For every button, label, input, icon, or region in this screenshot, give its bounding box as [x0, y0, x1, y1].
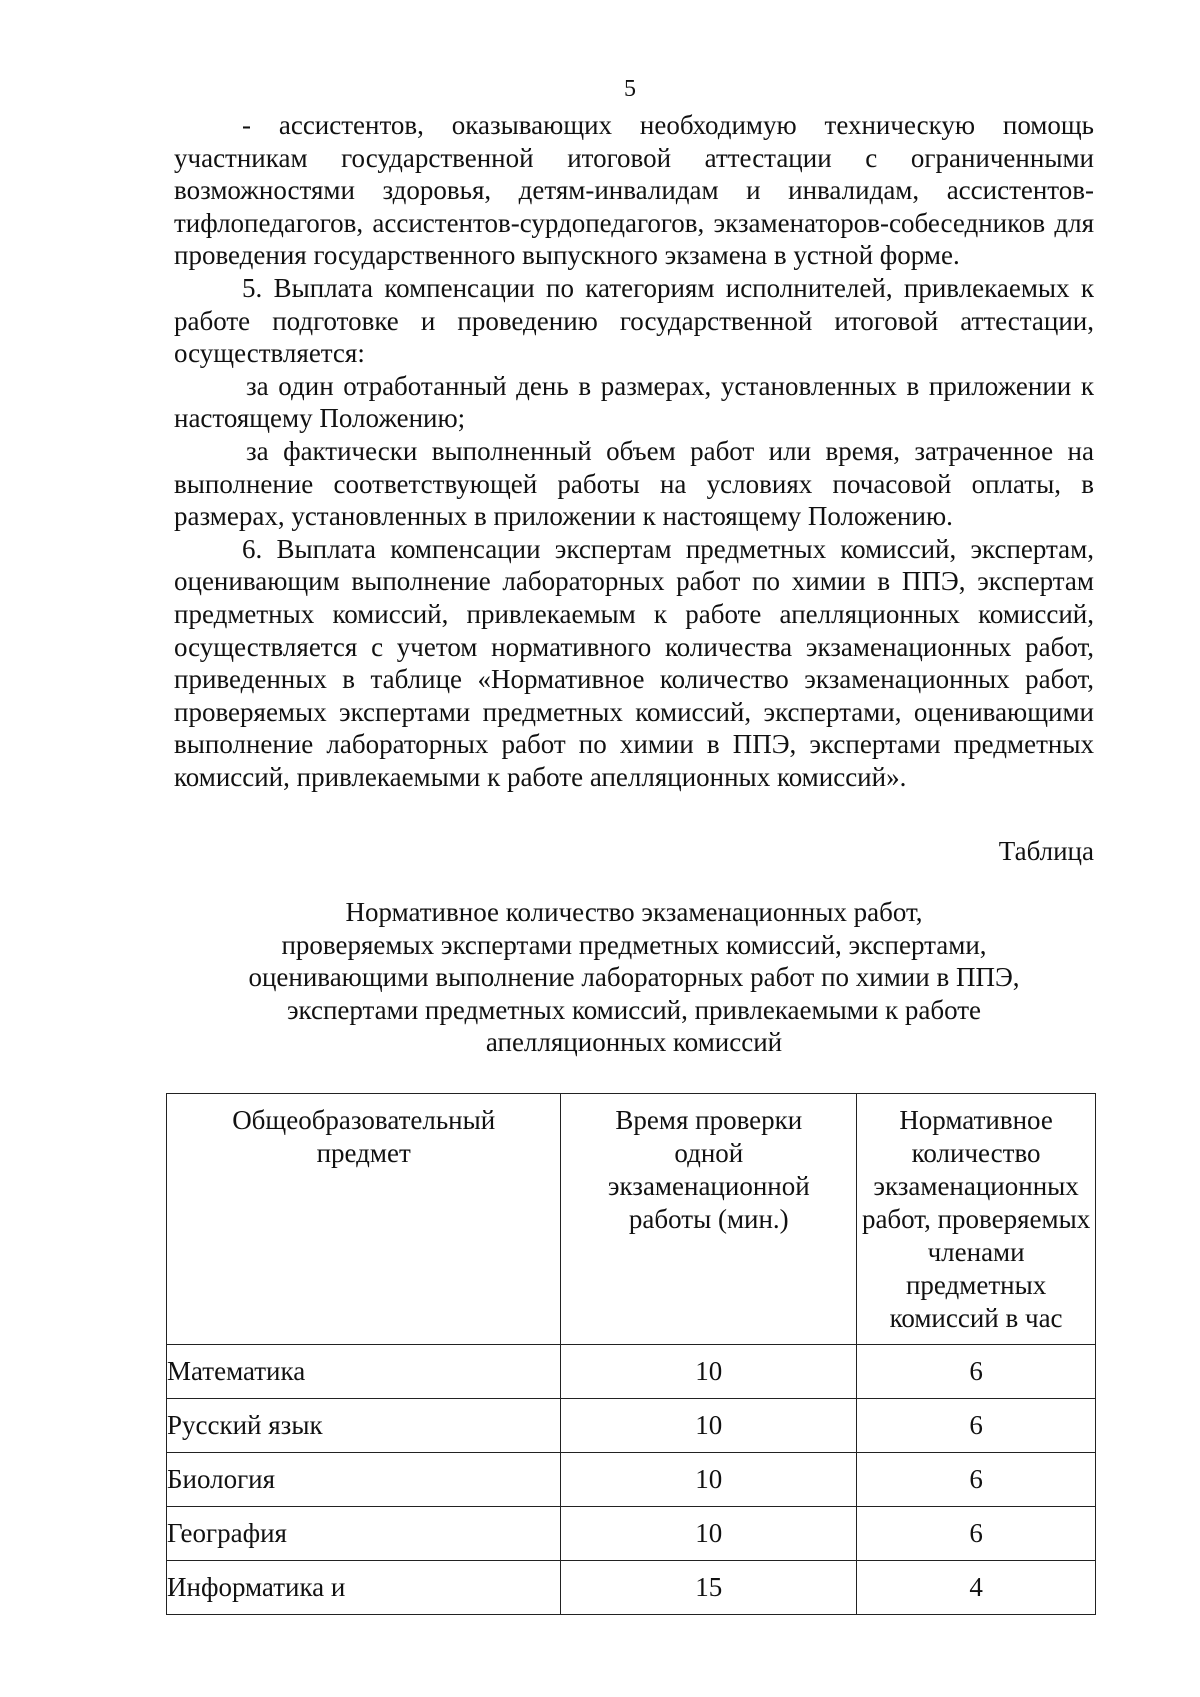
table-row: [167, 1561, 1096, 1615]
cell-count: 6: [857, 1345, 1096, 1399]
norms-table: [166, 1093, 1096, 1615]
cell-count: 6: [857, 1399, 1096, 1453]
paragraph-per-day: за один отработанный день в размерах, установленных в приложении к настоящему Положению;: [174, 370, 1094, 434]
header-count: Нормативное количество экзаменационных работ, проверяемых членами предметных комиссий в час: [857, 1094, 1096, 1345]
cell-count: 6: [857, 1507, 1096, 1561]
header-subject: Общеобразовательный предмет: [167, 1094, 561, 1345]
cell-minutes: 10: [561, 1453, 857, 1507]
table-title-line: экспертами предметных комиссий, привлекаемыми к работе: [286, 994, 982, 1025]
cell-count: 6: [857, 1453, 1096, 1507]
table-title-line: оценивающими выполнение лабораторных работ по химии в ППЭ,: [248, 962, 1020, 992]
table-title-line: апелляционных комиссий: [485, 1027, 783, 1057]
cell-subject: Математика: [167, 1345, 561, 1399]
cell-minutes: 10: [561, 1345, 857, 1399]
body-text: [174, 109, 1094, 793]
table-title-line: Нормативное количество экзаменационных работ,: [345, 897, 923, 927]
cell-minutes: 15: [561, 1561, 857, 1615]
cell-minutes: 10: [561, 1399, 857, 1453]
header-minutes: Время проверки одной экзаменационной работы (мин.): [561, 1094, 857, 1345]
cell-count: 4: [857, 1561, 1096, 1615]
cell-subject: Биология: [167, 1453, 561, 1507]
cell-subject: География: [167, 1507, 561, 1561]
table-row: [167, 1345, 1096, 1399]
table-header-row: [167, 1094, 1096, 1345]
table-title: [174, 896, 1094, 1059]
paragraph-actual-work: за фактически выполненный объем работ или время, затраченное на выполнение соответствующей работы на условиях почасовой оплаты, в размерах, установленных в приложении к настоящему Положению.: [174, 435, 1094, 532]
table-row: [167, 1399, 1096, 1453]
table-row: [167, 1507, 1096, 1561]
cell-minutes: 10: [561, 1507, 857, 1561]
paragraph-assistants: - ассистентов, оказывающих необходимую техническую помощь участникам государственной итоговой аттестации с ограниченными возможностями здоровья, детям-инвалидам и инвалидам, ассистентов-тифлопедагогов, ассистентов-сурдопедагогов, экзаменаторов-собеседников для проведения государственного выпускного экзамена в устной форме.: [174, 110, 1094, 271]
table-label: Таблица: [998, 836, 1094, 866]
table-title-line: проверяемых экспертами предметных комиссий, экспертами,: [281, 929, 987, 960]
cell-subject: Информатика и: [167, 1561, 561, 1615]
page-number: 5: [624, 76, 636, 102]
cell-subject: Русский язык: [167, 1399, 561, 1453]
table-row: [167, 1453, 1096, 1507]
paragraph-item-5: 5. Выплата компенсации по категориям исполнителей, привлекаемых к работе подготовке и проведению государственной итоговой аттестации, осуществляется:: [174, 272, 1094, 369]
paragraph-item-6: 6. Выплата компенсации экспертам предметных комиссий, экспертам, оценивающим выполнение лабораторных работ по химии в ППЭ, экспертам предметных комиссий, привлекаемым к работе апелляционных комиссий, осуществляется с учетом нормативного количества экзаменационных работ, приведенных в таблице «Нормативное количество экзаменационных работ, проверяемых экспертами предметных комиссий, экспертами, оценивающими выполнение лабораторных работ по химии в ППЭ, экспертами предметных комиссий, привлекаемыми к работе апелляционных комиссий».: [174, 533, 1094, 792]
